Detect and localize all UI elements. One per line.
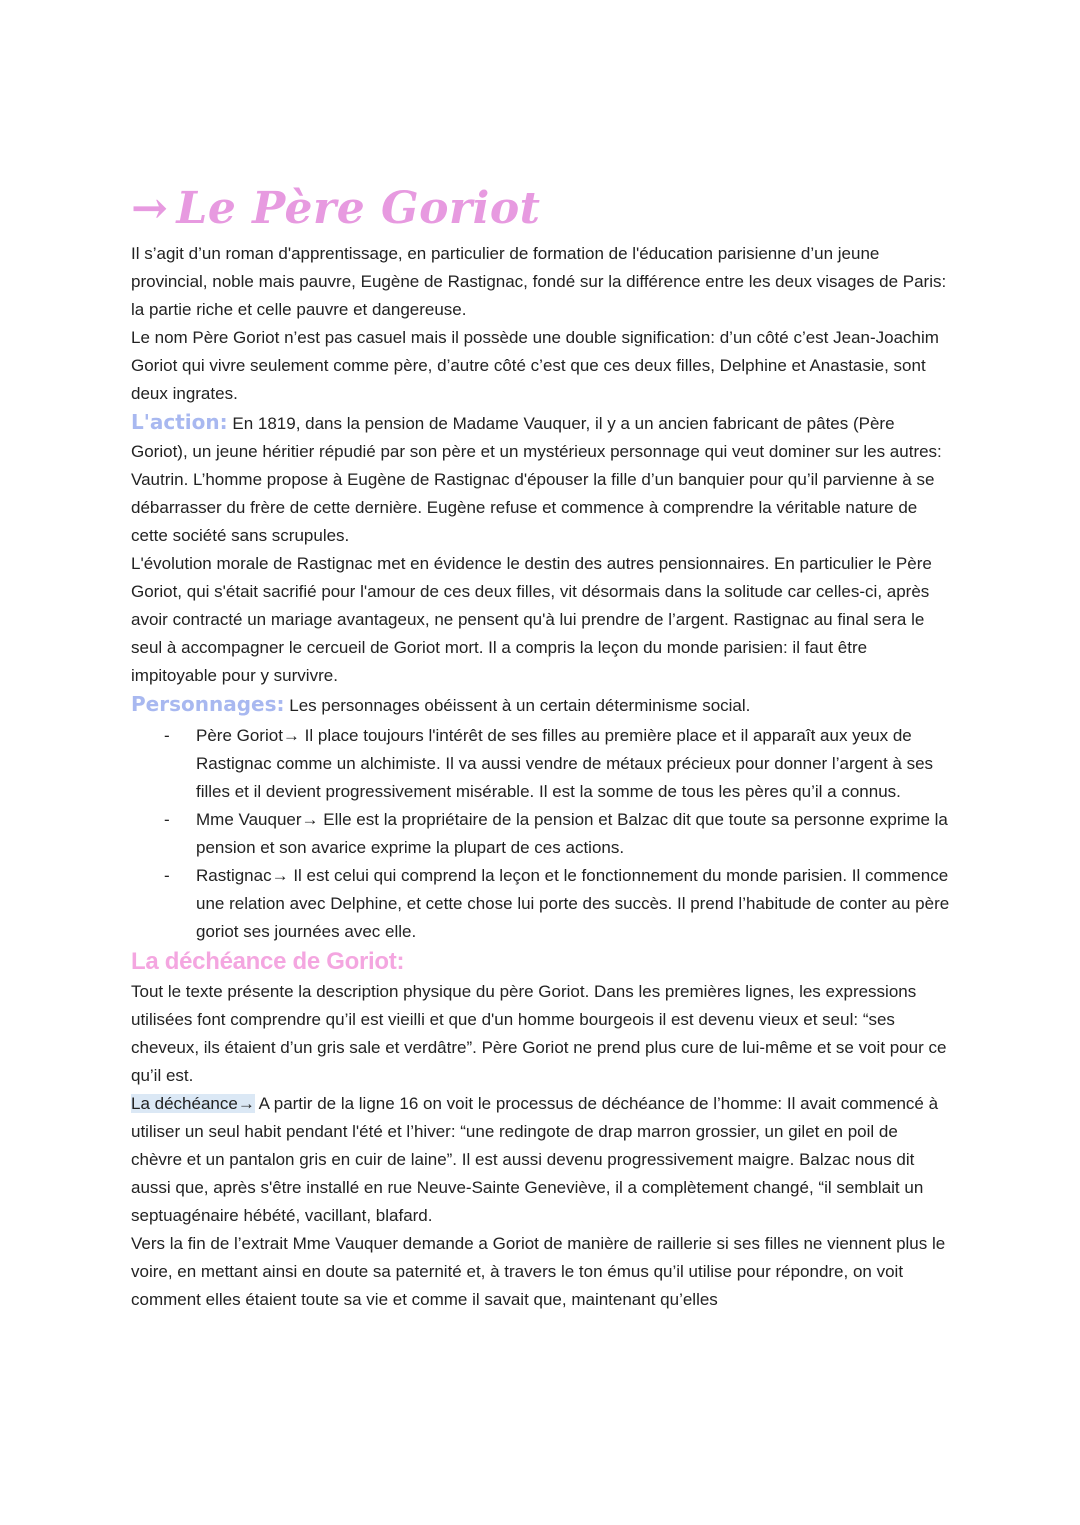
list-item-text: Père Goriot→ Il place toujours l'intérêt de ses filles au première place et il apparaît aux yeux de Rastignac comme un alchimiste. Il va aussi vendre de métaux précieux pour donner l’argent à ses filles et il devient progressivement misérable. Il est la somme de tous les pères qu’il a connus. (196, 726, 934, 801)
highlighted-label: La déchéance→ (131, 1094, 255, 1113)
decheance-paragraph-3: Vers la fin de l’extrait Mme Vauquer demande a Goriot de manière de raillerie si ses filles ne viennent plus le voire, en mettant ainsi en doute sa paternité et, à travers le ton émus qu’il utilise pour répondre, on voit comment elles étaient toute sa vie et comme il savait que, maintenant qu’elles (131, 1234, 946, 1309)
title-text: Le Père Goriot (176, 183, 541, 234)
action-label: L'action: (131, 410, 228, 434)
decheance-heading: La déchéance de Goriot: (131, 948, 405, 975)
page-title (131, 180, 951, 238)
intro-paragraph-1: Il s’agit d’un roman d'apprentissage, en particulier de formation de l'éducation parisienne d’un jeune provincial, noble mais pauvre, Eugène de Rastignac, fondé sur la différence entre les deux visages de Paris: la partie riche et celle pauvre et dangereuse. (131, 244, 947, 319)
list-dash: - (164, 726, 170, 745)
title-arrow: → (131, 183, 169, 234)
decheance-paragraph-1: Tout le texte présente la description physique du père Goriot. Dans les premières lignes, les expressions utilisées font comprendre qu’il est vieilli et que d'un homme bourgeois il est devenu vieux et seul: “ses cheveux, ils étaient d’un gris sale et verdâtre”. Père Goriot ne prend plus cure de lui-même et se voit pour ce qu’il est. (131, 982, 947, 1085)
decheance-paragraph-2 (131, 1090, 951, 1230)
personnages-intro: Les personnages obéissent à un certain déterminisme social. (289, 696, 751, 715)
list-item-text: Mme Vauquer→ Elle est la propriétaire de la pension et Balzac dit que toute sa personne exprime la pension et son avarice exprime la plupart de ces actions. (196, 810, 948, 857)
personnages-paragraph (131, 690, 951, 720)
document-page (131, 180, 951, 1314)
action-paragraph-2: L'évolution morale de Rastignac met en évidence le destin des autres pensionnaires. En particulier le Père Goriot, qui s'était sacrifié pour l'amour de ces deux filles, vit désormais dans la solitude car celles-ci, après avoir contracté un mariage avantageux, ne pensent qu'à lui prendre de l’argent. Rastignac au final sera le seul à accompagner le cercueil de Goriot mort. Il a compris la leçon du monde parisien: il faut être impitoyable pour y survivre. (131, 554, 932, 685)
intro-paragraph-2: Le nom Père Goriot n’est pas casuel mais il possède une double signification: d’un côté c’est Jean-Joachim Goriot qui vivre seulement comme père, d’autre côté c’est que ces deux filles, Delphine et Anastasie, sont deux ingrates. (131, 328, 939, 403)
characters-list (131, 722, 951, 946)
list-item (164, 862, 951, 946)
personnages-label: Personnages: (131, 692, 285, 716)
list-item-text: Rastignac→ Il est celui qui comprend la leçon et le fonctionnement du monde parisien. Il commence une relation avec Delphine, et cette chose lui porte des succès. Il prend l’habitude de conter au père goriot ses journées avec elle. (196, 866, 950, 941)
list-item (164, 806, 951, 862)
list-dash: - (164, 866, 170, 885)
action-text: En 1819, dans la pension de Madame Vauquer, il y a un ancien fabricant de pâtes (Père Goriot), un jeune héritier répudié par son père et un mystérieux personnage qui veut dominer sur les autres: Vautrin. L’homme propose à Eugène de Rastignac d'épouser la fille d’un banquier pour qu’il parvienne à se débarrasser du frère de cette dernière. Eugène refuse et commence à comprendre la véritable nature de cette société sans scrupules. (131, 414, 942, 545)
action-paragraph (131, 408, 951, 550)
decheance-text-2: A partir de la ligne 16 on voit le processus de déchéance de l’homme: Il avait commencé à utiliser un seul habit pendant l'été et l’hiver: “une redingote de drap marron grossier, un gilet en poil de chèvre et un pantalon gris en cuir de laine”. Il est aussi devenu progressivement maigre. Balzac nous dit aussi que, après s'être installé en rue Neuve-Sainte Geneviève, il a complètement changé, “il semblait un septuagénaire hébété, vacillant, blafard. (131, 1094, 939, 1225)
list-item (164, 722, 951, 806)
list-dash: - (164, 810, 170, 829)
